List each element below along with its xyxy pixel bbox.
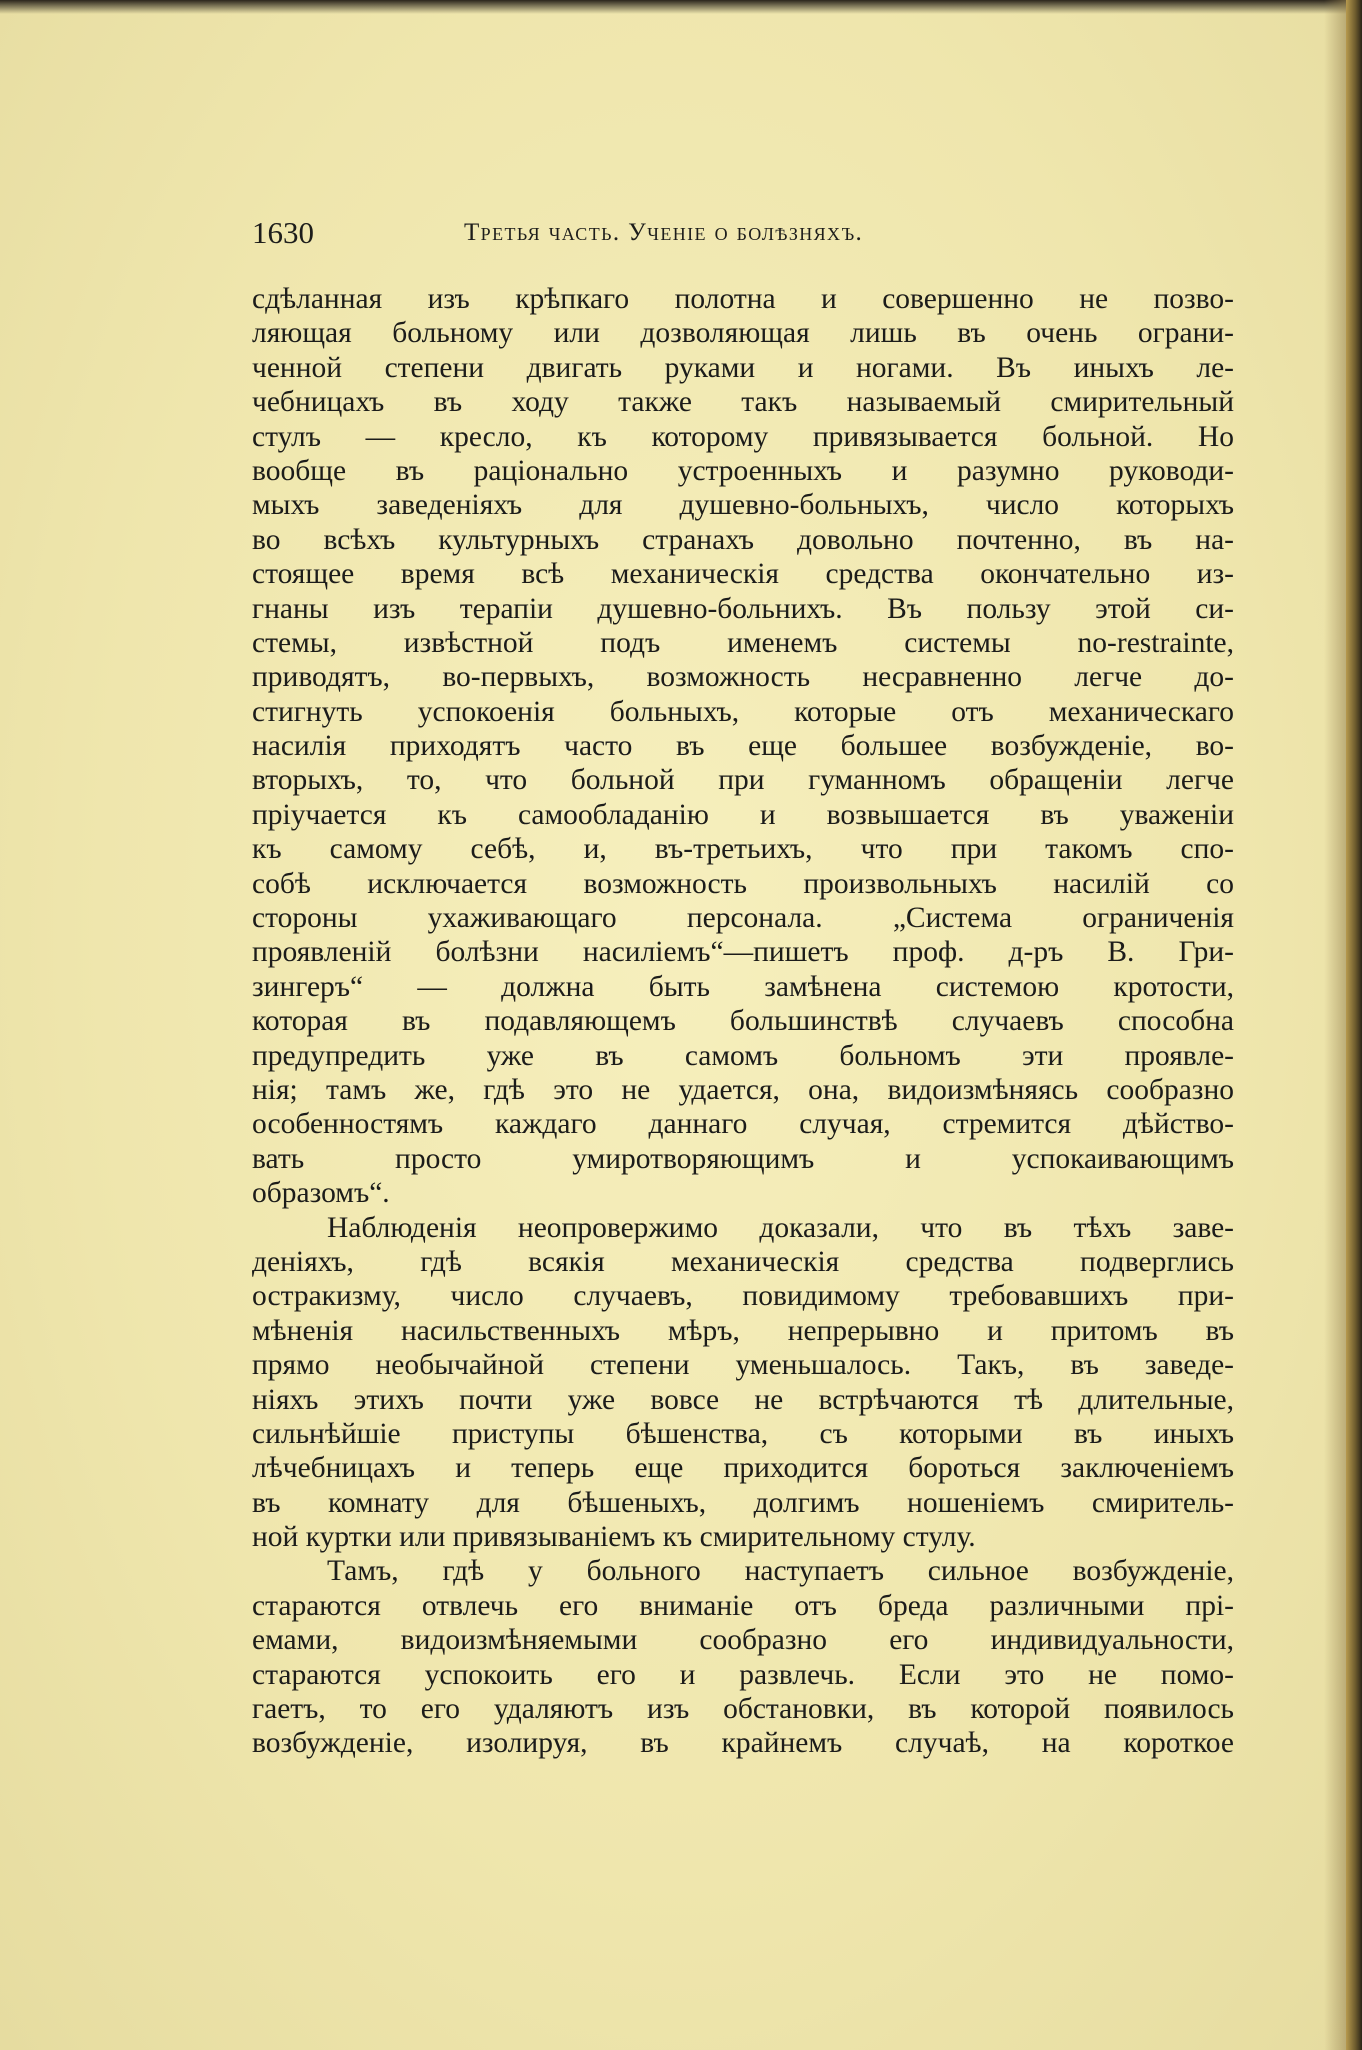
text-line: стороны ухаживающаго персонала. „Система ограниченія xyxy=(252,902,1234,935)
running-head xyxy=(252,208,1234,258)
text-line: проявленій болѣзни насиліемъ“—пишетъ проф. д-ръ В. Гри- xyxy=(252,936,1234,969)
text-line: мыхъ заведеніяхъ для душевно-больныхъ, число которыхъ xyxy=(252,489,1234,522)
text-line: вать просто умиротворяющимъ и успокаивающимъ xyxy=(252,1142,1234,1175)
body-text xyxy=(252,282,1234,1761)
running-head-title: Третья часть. Ученіе о болѣзняхъ. xyxy=(464,219,864,246)
text-line: вообще въ раціонально устроенныхъ и разумно руководи- xyxy=(252,454,1234,487)
text-line: предупредить уже въ самомъ больномъ эти проявле- xyxy=(252,1039,1234,1072)
text-line: ченной степени двигать руками и ногами. Въ иныхъ ле- xyxy=(252,351,1234,384)
text-line: стигнуть успокоенія больныхъ, которые отъ механическаго xyxy=(252,695,1234,728)
text-line: въ комнату для бѣшеныхъ, долгимъ ношеніемъ смиритель- xyxy=(252,1486,1234,1519)
page-number: 1630 xyxy=(252,215,314,250)
text-line: гнаны изъ терапіи душевно-больнихъ. Въ пользу этой си- xyxy=(252,592,1234,625)
text-line: образомъ“. xyxy=(252,1177,390,1210)
book-spine-edge xyxy=(1346,0,1362,2050)
text-line: стараются отвлечь его вниманіе отъ бреда различными прі- xyxy=(252,1589,1234,1622)
text-line: нія; тамъ же, гдѣ это не удается, она, видоизмѣняясь сообразно xyxy=(252,1073,1234,1106)
text-line: приводятъ, во-первыхъ, возможность несравненно легче до- xyxy=(252,661,1234,694)
text-line: ной куртки или привязываніемъ къ смирительному стулу. xyxy=(252,1521,976,1554)
text-line: во всѣхъ культурныхъ странахъ довольно почтенно, въ на- xyxy=(252,523,1234,556)
text-line: прямо необычайной степени уменьшалось. Такъ, въ заведе- xyxy=(252,1349,1234,1382)
text-line: Тамъ, гдѣ у больного наступаетъ сильное возбужденіе, xyxy=(327,1555,1234,1588)
text-line: мѣненія насильственныхъ мѣръ, непрерывно и притомъ въ xyxy=(252,1314,1234,1347)
text-line: особенностямъ каждаго даннаго случая, стремится дѣйство- xyxy=(252,1108,1234,1141)
text-line: стоящее время всѣ механическія средства окончательно из- xyxy=(252,558,1234,591)
text-line: сдѣланная изъ крѣпкаго полотна и совершенно не позво- xyxy=(252,283,1234,315)
text-line: ляющая больному или дозволяющая лишь въ очень ограни- xyxy=(252,317,1234,350)
text-line: стемы, извѣстной подъ именемъ системы no-restrainte, xyxy=(252,626,1234,659)
text-line: къ самому себѣ, и, въ-третьихъ, что при такомъ спо- xyxy=(252,833,1234,866)
text-line: собѣ исключается возможность произвольныхъ насилій со xyxy=(252,867,1234,900)
text-line: сильнѣйшіе приступы бѣшенства, съ которыми въ иныхъ xyxy=(252,1417,1234,1450)
text-line: ніяхъ этихъ почти уже вовсе не встрѣчаются тѣ длительные, xyxy=(252,1383,1234,1416)
text-line: гаетъ, то его удаляютъ изъ обстановки, въ которой появилось xyxy=(252,1693,1234,1726)
text-line: деніяхъ, гдѣ всякія механическія средства подверглись xyxy=(252,1245,1234,1278)
text-line: Наблюденія неопровержимо доказали, что въ тѣхъ заве- xyxy=(327,1211,1234,1244)
text-line: пріучается къ самообладанію и возвышается въ уваженіи xyxy=(252,798,1234,831)
text-line: которая въ подавляющемъ большинствѣ случаевъ способна xyxy=(252,1005,1234,1038)
text-line: зингеръ“ — должна быть замѣнена системою кротости, xyxy=(252,970,1234,1003)
text-line: стулъ — кресло, къ которому привязывается больной. Но xyxy=(252,420,1234,453)
text-line: чебницахъ въ ходу также такъ называемый смирительный xyxy=(252,386,1234,419)
text-line: насилія приходятъ часто въ еще большее возбужденіе, во- xyxy=(252,730,1234,763)
text-line: остракизму, число случаевъ, повидимому требовавшихъ при- xyxy=(252,1280,1234,1313)
text-line: стараются успокоить его и развлечь. Если это не помо- xyxy=(252,1658,1234,1691)
text-line: возбужденіе, изолируя, въ крайнемъ случаѣ, на короткое xyxy=(252,1727,1234,1760)
text-line: емами, видоизмѣняемыми сообразно его индивидуальности, xyxy=(252,1624,1234,1657)
text-line: вторыхъ, то, что больной при гуманномъ обращеніи легче xyxy=(252,764,1234,797)
text-line: лѣчебницахъ и теперь еще приходится бороться заключеніемъ xyxy=(252,1452,1234,1485)
